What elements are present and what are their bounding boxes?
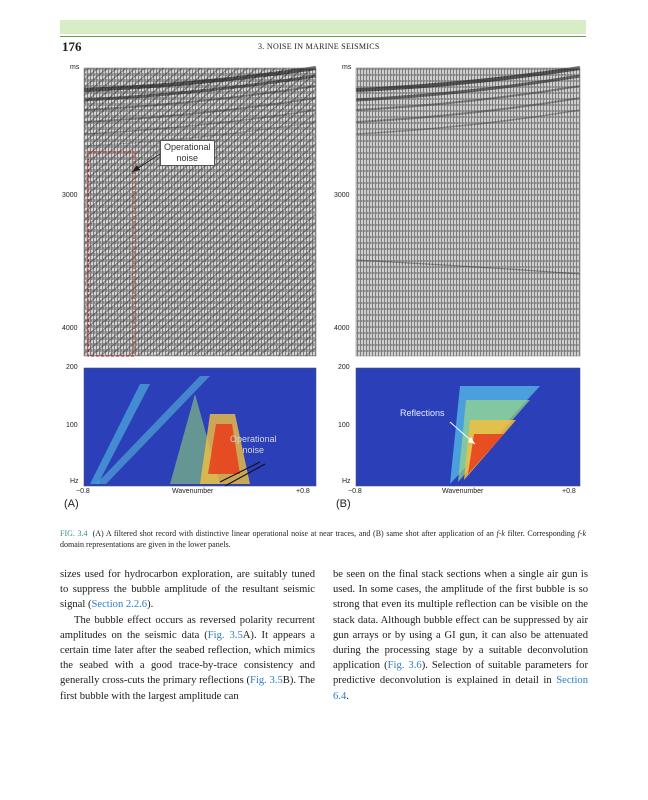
body-right-column (333, 567, 588, 704)
panel-a-time-unit: ms (70, 64, 80, 71)
panel-a-time-tick: 4000 (62, 325, 78, 332)
panel-b-fk-xlabel: Wavenumber (442, 488, 484, 495)
panel-b-time-tick: 3000 (334, 192, 350, 199)
panel-b-time-tick: 4000 (334, 325, 350, 332)
panel-a-fk-xright: +0.8 (296, 488, 310, 495)
panel-a-fk-xlabel: Wavenumber (172, 488, 214, 495)
operational-noise-fk-label: Operational noise (230, 434, 277, 455)
body-left-column (60, 567, 315, 704)
paragraph: The bubble effect occurs as reversed polarity recurrent amplitudes on the seismic data (Fig. 3.5A). It appears a certain time later after the seabed reflection, which mimics the seabed with a good trace-by-trace consistency and generally cross-cuts the primary reflections (Fig. 3.5B). The first bubble with the largest amplitude can (60, 614, 316, 702)
operational-noise-label: Operational noise (160, 140, 215, 166)
caption-text: domain representations are given in the lower panels. (60, 540, 231, 549)
figure-link[interactable]: Fig. 3.6 (387, 660, 422, 672)
panel-a-fk-spectrum (60, 364, 322, 520)
panel-a-fk-ytick: 200 (66, 364, 78, 371)
panel-b-fk-xright: +0.8 (562, 488, 576, 495)
paragraph: sizes used for hydrocarbon exploration, are suitably tuned to suppress the bubble amplitude of the resultant seismic signal (Section 2.2.6). (60, 569, 315, 611)
panel-a-shot-record (60, 60, 322, 360)
panel-a-label: (A) (64, 498, 79, 510)
page-number: 176 (62, 39, 82, 54)
panel-b-label: (B) (336, 498, 351, 510)
panel-b-fk-xleft: −0.8 (348, 488, 362, 495)
header-rule (60, 36, 586, 37)
panel-b-fk-yunit: Hz (342, 478, 351, 485)
panel-a-fk-ytick: 100 (66, 422, 78, 429)
caption-text: (A) A filtered shot record with distinctive linear operational noise at near traces, and (B) same shot after application of an (92, 529, 497, 538)
panel-b-fk-image (330, 364, 592, 520)
panel-b-seismic-image (330, 60, 592, 360)
reflections-label: Reflections (400, 408, 445, 418)
figure-3-4 (60, 60, 590, 520)
panel-b-fk-ytick: 100 (338, 422, 350, 429)
panel-a-fk-image (60, 364, 322, 520)
panel-a-fk-yunit: Hz (70, 478, 79, 485)
panel-b-fk-ytick: 200 (338, 364, 350, 371)
header-color-bar (60, 20, 586, 34)
panel-b-shot-record (330, 60, 592, 360)
paragraph: be seen on the final stack sections when a single air gun is used. In some cases, the amplitude of the first bubble is so strong that even its multiple reflection can be visible on the stack data. Although bubble effect can be suppressed by air gun arrays or by using a GI gun, it can also be attenuated during the processing stage by a suitable deconvolution application (Fig. 3.6). Selection of suitable parameters for predictive deconvolution is explained in detail in Section 6.4. (333, 569, 589, 702)
caption-fk: f-k (496, 529, 505, 538)
panel-a-time-tick: 3000 (62, 192, 78, 199)
caption-fk: f-k (577, 529, 587, 538)
section-link[interactable]: Section 6.4 (333, 675, 588, 702)
figure-link[interactable]: Fig. 3.5 (207, 629, 243, 641)
caption-text: filter. Corresponding (504, 529, 578, 538)
section-link[interactable]: Section 2.2.6 (91, 599, 148, 611)
figure-label: FIG. 3.4 (60, 529, 88, 538)
panel-b-time-unit: ms (342, 64, 352, 71)
panel-b-fk-spectrum (330, 364, 592, 520)
panel-a-seismic-image (60, 60, 322, 360)
figure-caption (60, 528, 586, 550)
panel-a-fk-xleft: −0.8 (76, 488, 90, 495)
running-head: 3. NOISE IN MARINE SEISMICS (258, 42, 380, 51)
figure-link[interactable]: Fig. 3.5 (250, 675, 283, 687)
